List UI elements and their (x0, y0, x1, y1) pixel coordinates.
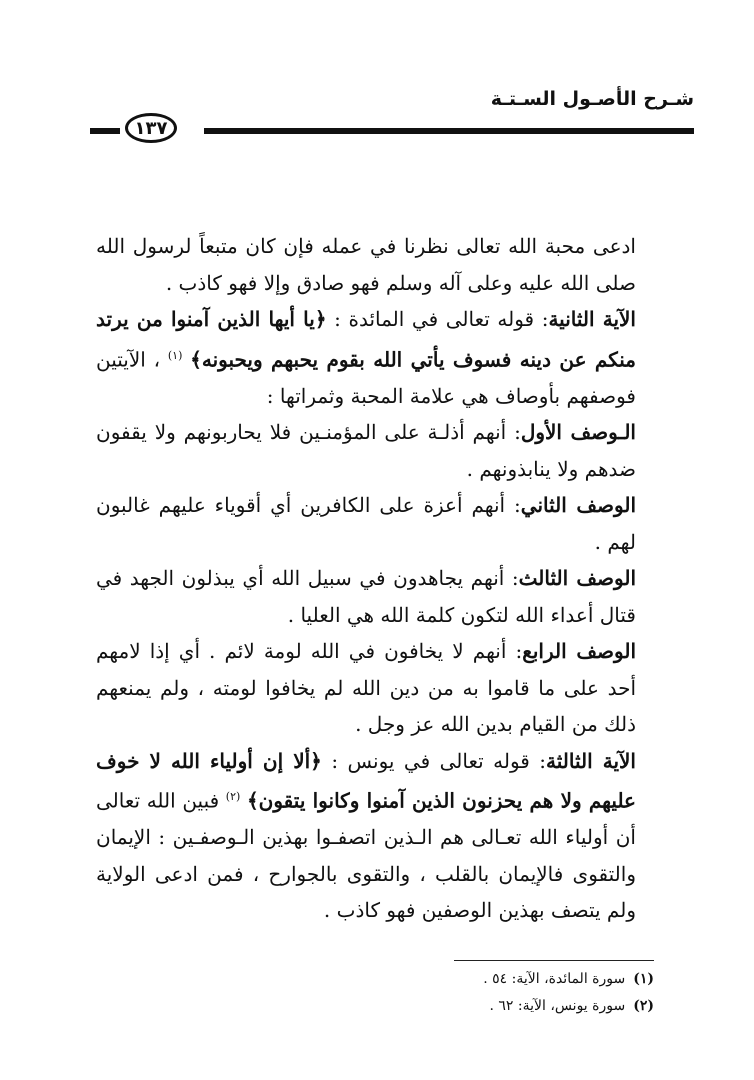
paragraph-verse-two (96, 301, 636, 414)
main-text (96, 228, 636, 929)
quran-quote: ﴿ألا إن أولياء الله لا خوف عليهم ولا هم يحزنون الذين آمنوا وكانوا يتقون﴾ (96, 748, 636, 813)
paragraph-intro (96, 228, 636, 301)
paragraph-description-one (96, 414, 636, 487)
footnote-number: (١) (633, 971, 654, 987)
footnote-text: سورة المائدة، الآية: ٥٤ . (483, 971, 626, 987)
section-heading: الوصف الثالث (518, 566, 636, 591)
quran-quote: ﴿يا أيها الذين آمنوا من يرتد منكم عن دينه فسوف يأتي الله بقوم يحبهم ويحبونه﴾ (96, 307, 636, 372)
page-number: ١٣٧ (125, 113, 177, 143)
footnote-number: (٢) (633, 998, 654, 1014)
footnote-text: سورة يونس، الآية: ٦٢ . (489, 998, 626, 1014)
paragraph-text: : أنهم أذلـة على المؤمنـين فلا يحاربونهم ولا يقفون ضدهم ولا ينابذونهم . (96, 420, 636, 481)
footnote-item (254, 966, 654, 993)
header-rule-right (204, 128, 694, 134)
paragraph-text: : قوله تعالى في يونس : (321, 748, 547, 773)
paragraph-text: : قوله تعالى في المائدة : (326, 307, 549, 331)
paragraph-description-two (96, 487, 636, 560)
running-header: شـرح الأصـول السـتـة (490, 88, 694, 110)
section-heading: الوصف الرابع (522, 639, 637, 664)
paragraph-description-three (96, 560, 636, 633)
section-heading: الـوصف الأول (520, 420, 636, 445)
section-heading: الوصف الثاني (520, 493, 636, 518)
paragraph-verse-three (96, 743, 636, 929)
header-rule-left (90, 128, 120, 134)
paragraph-description-four (96, 633, 636, 743)
footnote-ref[interactable]: (١) (167, 348, 183, 362)
paragraph-text: : أنهم لا يخافون في الله لومة لائم . أي إذا لامهم أحد على ما قاموا به من دين الله لم يخافوا لومته ، ولم يمنعهم ذلك من القيام بدين الله عز وجل . (96, 639, 636, 737)
paragraph-text: ، الآيتين فوصفهم بأوصاف هي علامة المحبة وثمراتها : (96, 347, 636, 408)
section-heading: الآية الثالثة (546, 748, 636, 773)
paragraph-text: ادعى محبة الله تعالى نظرنا في عمله فإن كان متبعاً لرسول الله صلى الله عليه وعلى آله وسلم فهو صادق وإلا فهو كاذب . (96, 234, 636, 295)
footnotes (254, 966, 654, 1020)
paragraph-text: : أنهم يجاهدون في سبيل الله أي يبذلون الجهد في قتال أعداء الله لتكون كلمة الله هي العليا . (96, 566, 636, 627)
paragraph-text: فبين الله تعالى أن أولياء الله تعـالى هم الـذين اتصفـوا بهذين الـوصفـين : الإيمان والتقوى فالإيمان بالقلب ، والتقوى بالجوارح ، فمن ادعى الولاية ولم يتصف بهذين الوصفين فهو كاذب . (96, 788, 636, 923)
section-heading: الآية الثانية (548, 307, 636, 331)
paragraph-text: : أنهم أعزة على الكافرين أي أقوياء عليهم غالبون لهم . (96, 493, 636, 554)
footnote-separator (454, 960, 654, 961)
footnote-ref[interactable]: (٢) (225, 790, 241, 804)
footnote-item (254, 993, 654, 1020)
